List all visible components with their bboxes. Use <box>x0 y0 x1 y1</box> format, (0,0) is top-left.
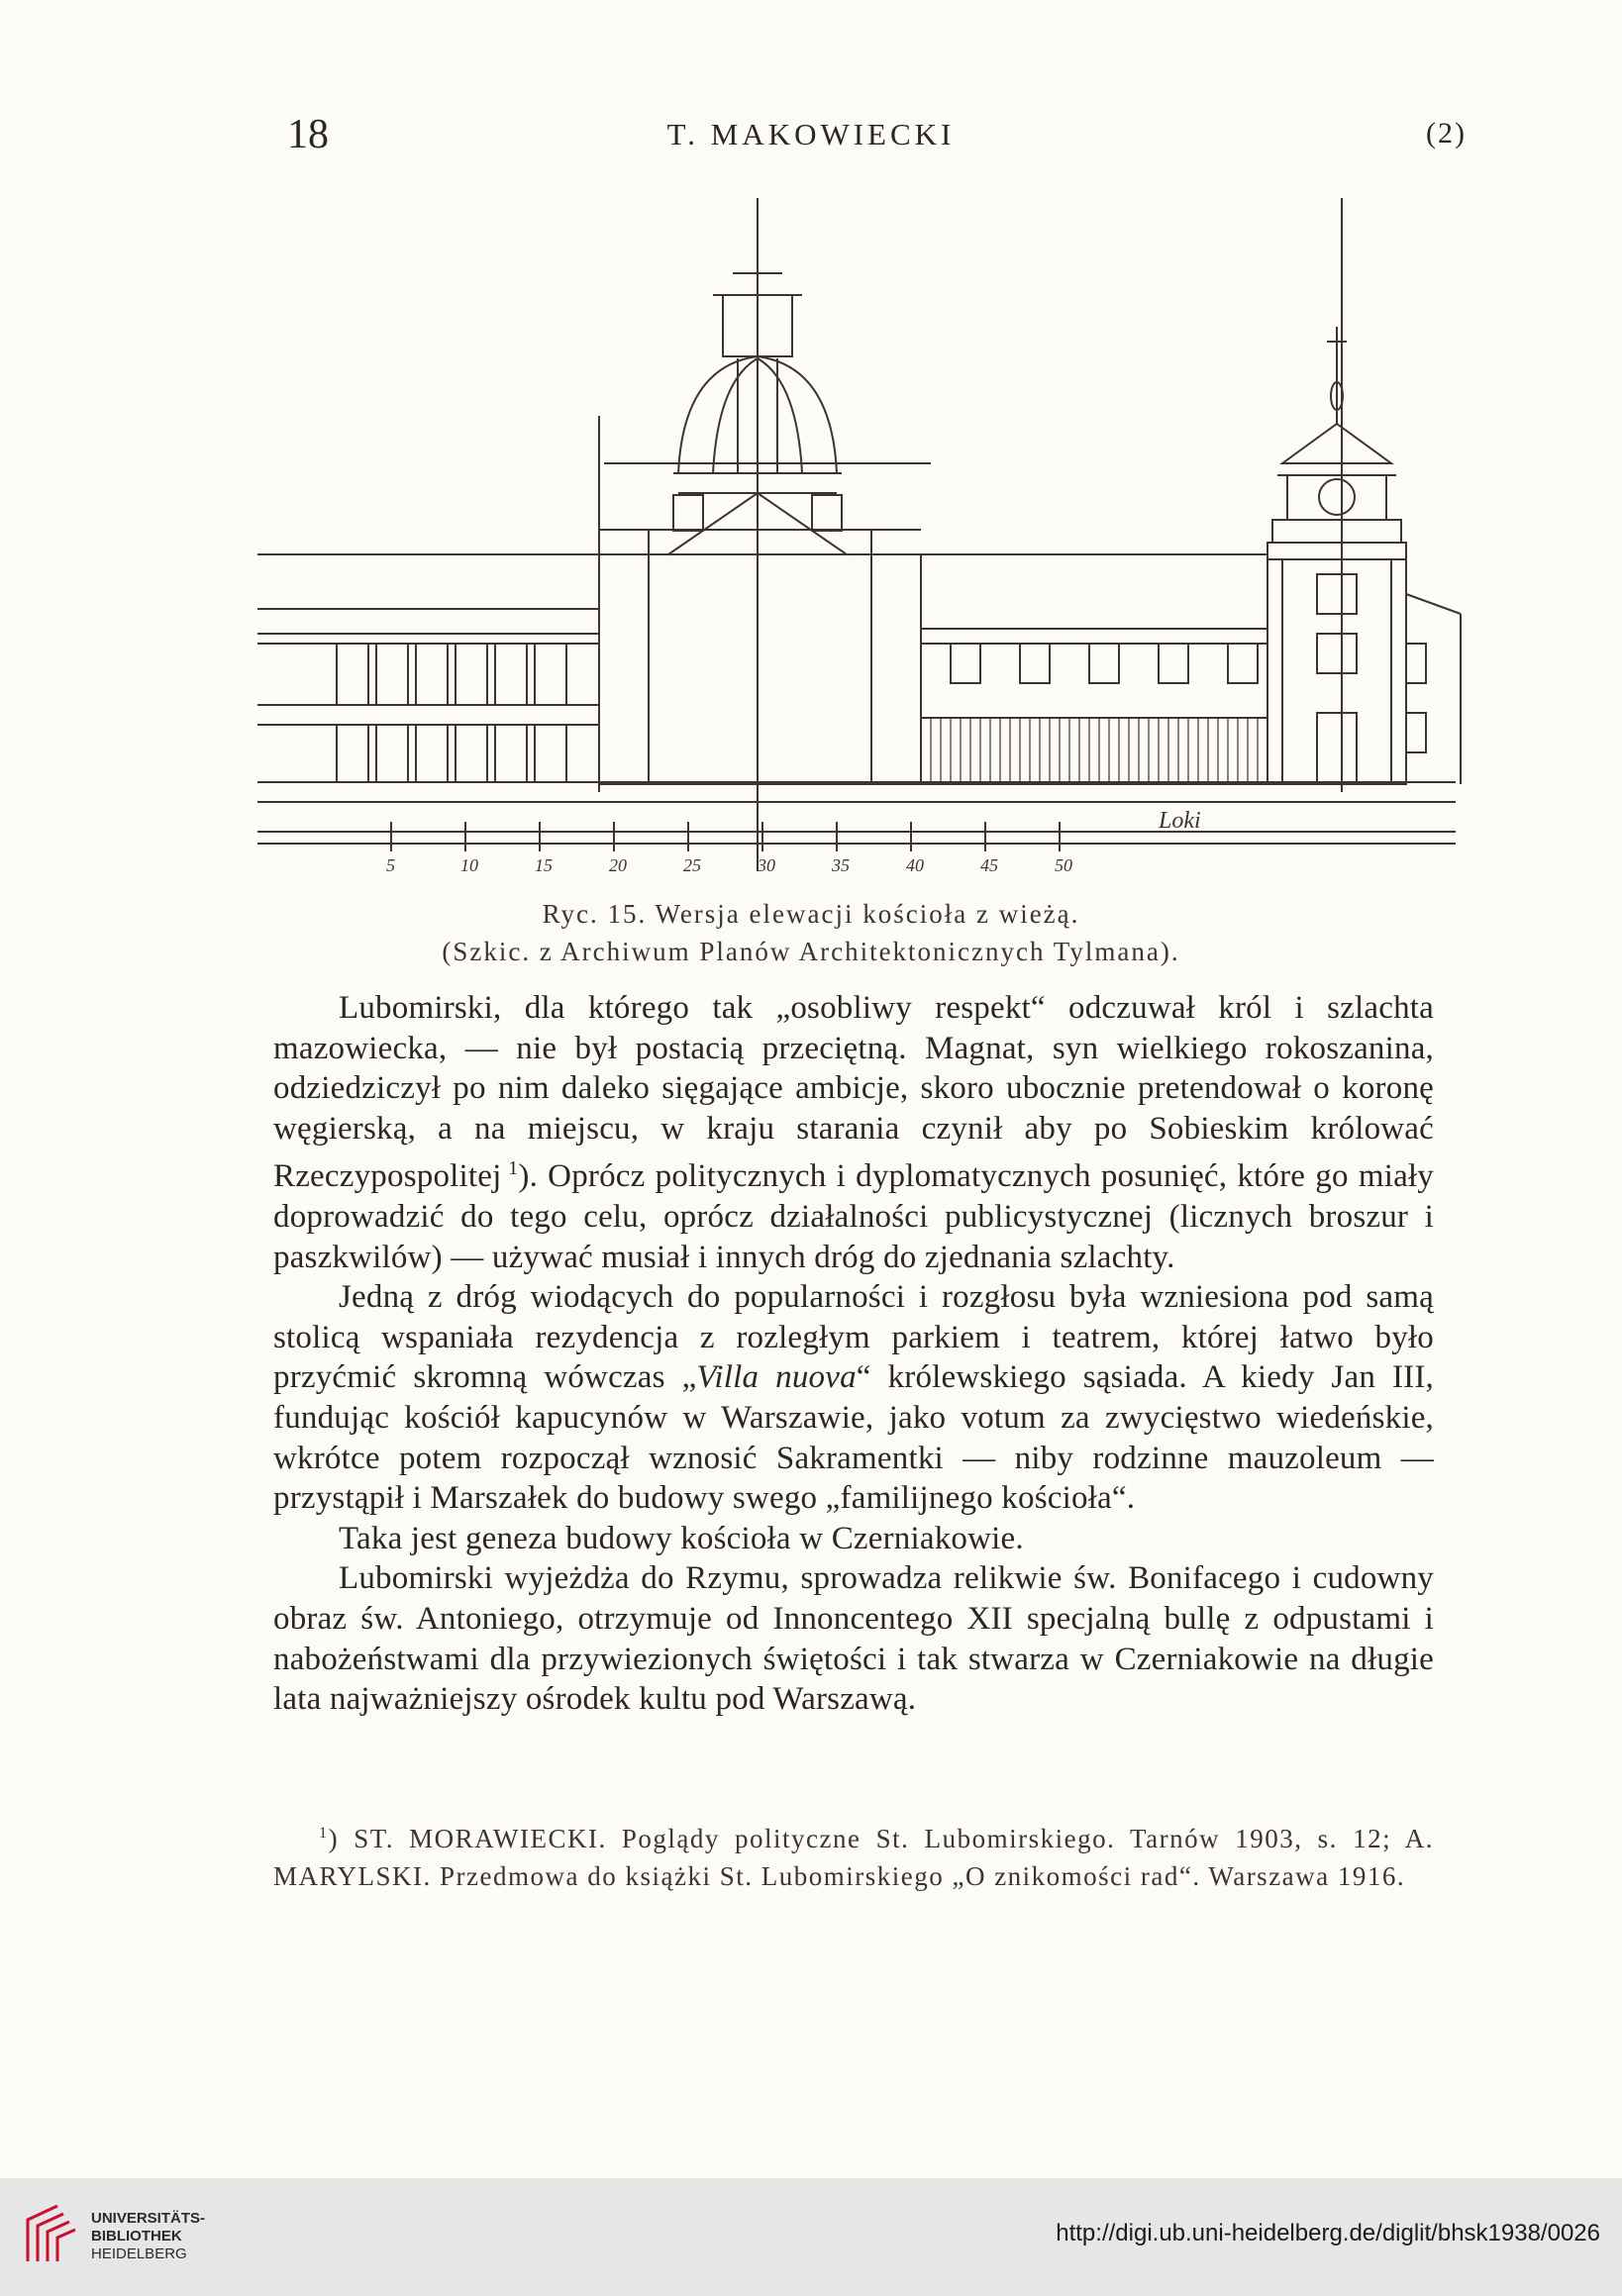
footnote <box>273 1814 1434 1895</box>
page-number: 18 <box>287 112 329 157</box>
paragraph-text: Lubomirski, dla którego tak „osobliwy respekt“ odczuwał król i szlachta mazowiecka, — nie był postacią przeciętną. Magnat, syn wielkiego rokoszanina, odziedziczył po nim daleko sięgające ambicje, skoro ubocznie pretendował o koronę węgierską, a na miejscu, w kraju starania czynił aby po Sobieskim królować Rzeczypospolitej <box>273 990 1434 1195</box>
paragraph <box>273 988 1434 1277</box>
permalink-url[interactable]: http://digi.ub.uni-heidelberg.de/diglit/bhsk1938/0026 <box>1056 2220 1600 2246</box>
footnote-text: ) ST. MORAWIECKI. Poglądy polityczne St. Lubomirskiego. Tarnów 1903, s. 12; A. MARYLSKI. Przedmowa do książki St. Lubomirskiego „O znikomości rad“. Warszawa 1916. <box>273 1824 1434 1891</box>
footnote-ref: 1 <box>508 1157 519 1180</box>
paragraph: Taka jest geneza budowy kościoła w Czerniakowie. <box>339 1520 1024 1556</box>
scale-label: 45 <box>980 855 998 875</box>
scale-label: 15 <box>535 855 553 875</box>
scale-label: 10 <box>460 855 478 875</box>
body-text <box>273 988 1434 1720</box>
scale-label: 5 <box>386 855 395 875</box>
figure-caption-source: (Szkic. z Archiwum Planów Architektonicznych Tylmana). <box>442 937 1180 966</box>
running-head-author: T. MAKOWIECKI <box>666 117 956 151</box>
italic-term: Villa nuova <box>696 1359 857 1396</box>
library-name-line: BIBLIOTHEK <box>91 2228 182 2245</box>
library-name-line: HEIDELBERG <box>91 2246 187 2262</box>
scale-label: 25 <box>683 855 701 875</box>
scale-label: 50 <box>1055 855 1072 875</box>
scale-label: 30 <box>758 855 775 875</box>
footnote-marker: 1 <box>319 1824 329 1842</box>
paragraph: Lubomirski wyjeżdża do Rzymu, sprowadza relikwie św. Bonifacego i cudowny obraz św. Antoniego, otrzymuje od Innoncentego XII specjalną bullę z odpustami i nabożeństwami dla przywiezionych świętości i tak stwarza w Czerniakowie na długie lata najważniejszy ośrodek kultu pod Warszawą. <box>273 1560 1434 1718</box>
elevation-drawing <box>238 178 1466 891</box>
paragraph-text: “ królewskiego sąsiada. A kiedy Jan III, fundując kościół kapucynów w Warszawie, jako votum za zwycięstwo wiedeńskie, wkrótce potem rozpoczął wznosić Sakramentki — niby rodzinne mauzoleum — przystąpił i Marszałek do budowy swego „familijnego kościoła“. <box>273 1359 1434 1517</box>
paragraph-text: ). Oprócz politycznych i dyplomatycznych posunięć, które go miały doprowadzić do tego celu, oprócz działalności publicystycznej (licznych broszur i paszkwilów) — używać musiał i innych dróg do zjednania szlachty. <box>273 1158 1434 1275</box>
paragraph <box>273 1277 1434 1519</box>
library-name-line: UNIVERSITÄTS- <box>91 2210 206 2227</box>
library-name <box>91 2210 205 2263</box>
section-marker: (2) <box>1426 117 1467 150</box>
library-logo-icon <box>18 2200 89 2271</box>
scale-label: 40 <box>906 855 924 875</box>
drawing-signature: Loki <box>1159 808 1201 834</box>
figure-caption: Ryc. 15. Wersja elewacji kościoła z wieżą. <box>542 899 1080 929</box>
paragraph-text: Jedną z dróg wiodących do popularności i rozgłosu była wzniesiona pod samą stolicą wspaniała rezydencja z rozległym parkiem i teatrem, której łatwo było przyćmić skromną wówczas „ <box>273 1279 1434 1396</box>
scale-label: 20 <box>609 855 627 875</box>
library-footer <box>0 2178 1622 2296</box>
scale-label: 35 <box>832 855 850 875</box>
